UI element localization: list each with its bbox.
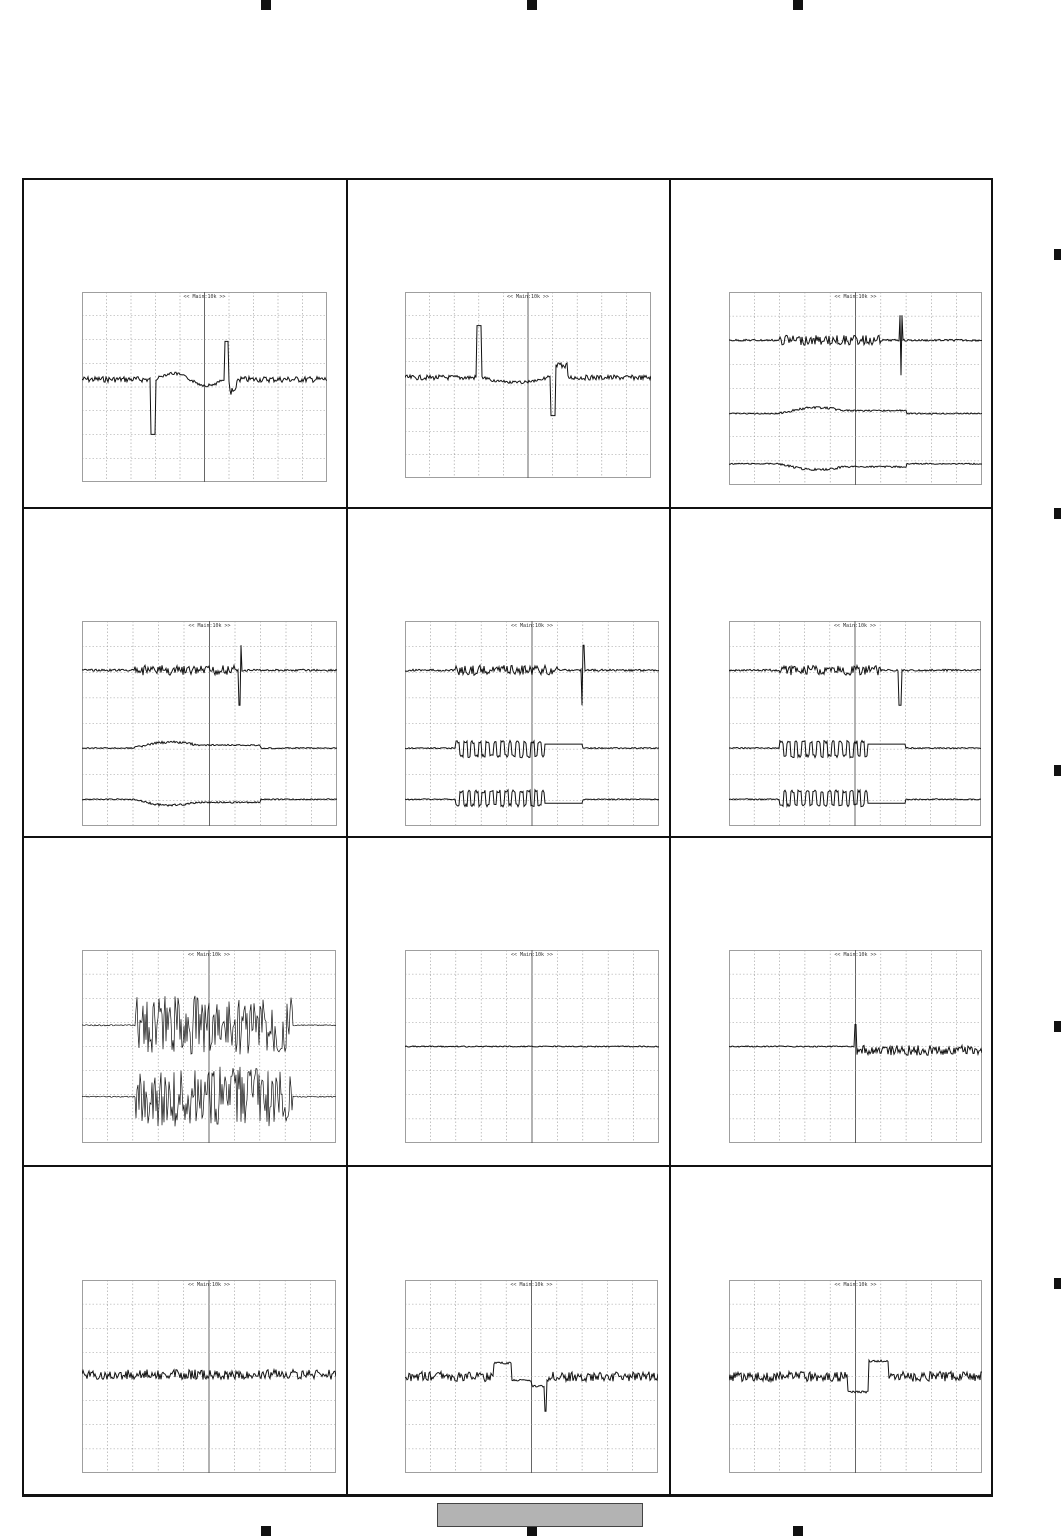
scope-header-label: << Main:10k >> xyxy=(833,623,877,629)
row-divider xyxy=(24,507,991,509)
registration-mark-right-2 xyxy=(1054,508,1061,519)
scope-header-label: << Main:10k >> xyxy=(510,952,554,958)
oscilloscope-screen xyxy=(729,621,981,826)
oscilloscope-panel-r3c1 xyxy=(82,950,336,1143)
bottom-rule xyxy=(22,1494,993,1497)
oscilloscope-panel-r2c2 xyxy=(405,621,659,826)
oscilloscope-panel-r4c3 xyxy=(729,1280,982,1473)
scope-header-label: << Main:10k >> xyxy=(834,952,877,958)
scope-header-label: << Main:10k >> xyxy=(183,294,226,300)
oscilloscope-panel-r4c1 xyxy=(82,1280,336,1473)
registration-mark-top-1 xyxy=(261,0,271,10)
oscilloscope-screen xyxy=(82,621,337,826)
page-number-tab xyxy=(437,1503,643,1527)
scope-header-label: << Main:10k >> xyxy=(187,952,231,958)
oscilloscope-screen xyxy=(82,950,336,1143)
oscilloscope-panel-r1c3 xyxy=(729,292,982,485)
registration-mark-top-2 xyxy=(527,0,537,10)
row-divider xyxy=(24,1165,991,1167)
registration-mark-bottom-3 xyxy=(793,1526,803,1536)
oscilloscope-panel-r3c2 xyxy=(405,950,659,1143)
registration-mark-bottom-1 xyxy=(261,1526,271,1536)
scope-header-label: << Main:10k >> xyxy=(188,623,231,629)
oscilloscope-screen xyxy=(82,292,327,482)
oscilloscope-panel-r1c2 xyxy=(405,292,651,478)
oscilloscope-screen xyxy=(405,621,659,826)
scope-header-label: << Main:10k >> xyxy=(187,1282,231,1288)
scope-header-label: << Main:10k >> xyxy=(510,1282,553,1288)
oscilloscope-screen xyxy=(405,1280,658,1473)
registration-mark-bottom-2 xyxy=(527,1526,537,1536)
registration-mark-right-4 xyxy=(1054,1021,1061,1032)
oscilloscope-panel-r2c1 xyxy=(82,621,337,826)
oscilloscope-screen xyxy=(405,292,651,478)
oscilloscope-panel-r2c3 xyxy=(729,621,981,826)
registration-mark-right-1 xyxy=(1054,249,1061,260)
oscilloscope-screen xyxy=(729,1280,982,1473)
registration-mark-right-3 xyxy=(1054,765,1061,776)
oscilloscope-panel-r4c2 xyxy=(405,1280,658,1473)
registration-mark-top-3 xyxy=(793,0,803,10)
oscilloscope-screen xyxy=(729,950,982,1143)
row-divider xyxy=(24,836,991,838)
scope-header-label: << Main:10k >> xyxy=(506,294,550,300)
oscilloscope-screen xyxy=(82,1280,336,1473)
oscilloscope-panel-r1c1 xyxy=(82,292,327,482)
scope-header-label: << Main:10k >> xyxy=(834,1282,877,1288)
registration-mark-right-5 xyxy=(1054,1278,1061,1289)
oscilloscope-panel-r3c3 xyxy=(729,950,982,1143)
oscilloscope-screen xyxy=(405,950,659,1143)
oscilloscope-screen xyxy=(729,292,982,485)
scope-header-label: << Main:10k >> xyxy=(510,623,554,629)
scope-header-label: << Main:10k >> xyxy=(834,294,877,300)
